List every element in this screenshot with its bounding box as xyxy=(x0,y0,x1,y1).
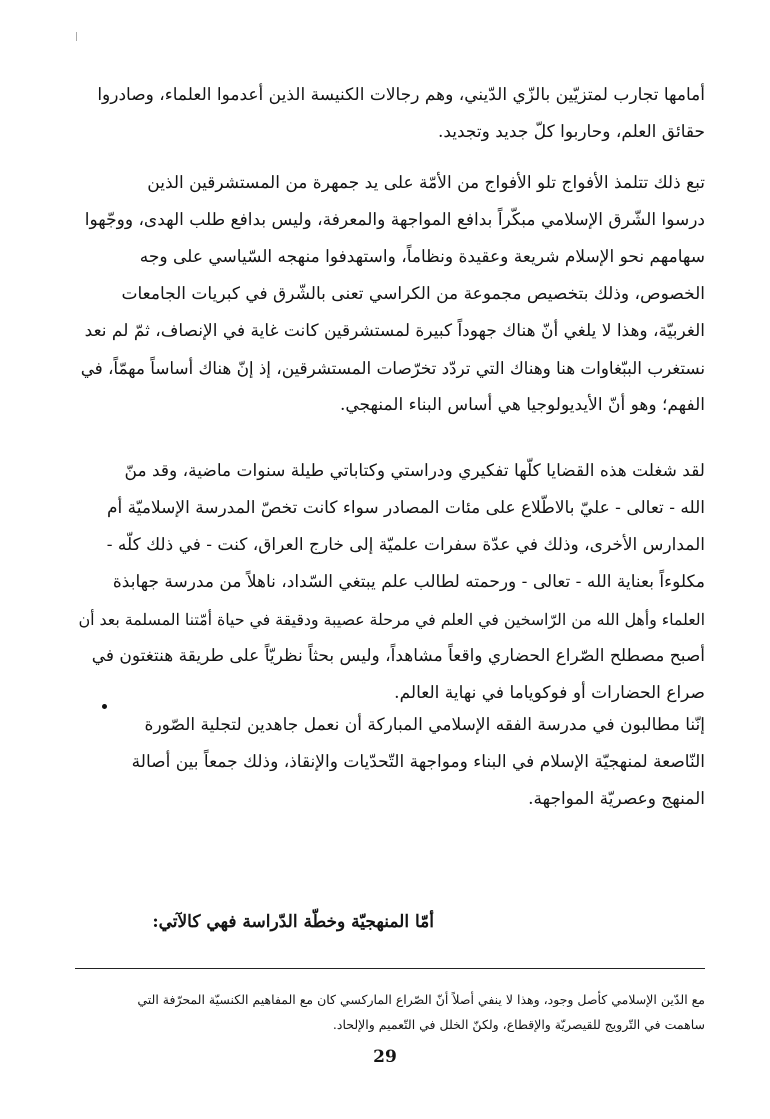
footnote xyxy=(75,987,705,1037)
text-line: الفهم؛ وهو أنّ الأيديولوجيا هي أساس البناء المنهجي. xyxy=(339,395,705,415)
paragraph-1 xyxy=(75,77,705,151)
paragraph-3 xyxy=(75,453,705,712)
text-line: الغربيّة، وهذا لا يلغي أنّ هناك جهوداً كبيرة لمستشرقين كانت غاية في الإنصاف، ثمّ لم نعد xyxy=(84,321,705,341)
text-line: إنّنا مطالبون في مدرسة الفقه الإسلامي المباركة أن نعمل جاهدين لتجلية الصّورة xyxy=(144,715,705,735)
footnote-line: مع الدّين الإسلامي كأصل وجود، وهذا لا ينفي أصلاً أنّ الصّراع الماركسي كان مع المفاهيم الكنسيّة المحرّفة التي xyxy=(137,992,705,1007)
text-line: تبع ذلك تتلمذ الأفواج تلو الأفواج من الأمّة على يد جمهرة من المستشرقين الذين xyxy=(147,173,705,193)
paragraph-4 xyxy=(75,707,705,818)
text-line: لقد شغلت هذه القضايا كلّها تفكيري ودراستي وكتاباتي طيلة سنوات ماضية، وقد منّ xyxy=(124,461,705,481)
text-line: صراع الحضارات أو فوكوياما في نهاية العالم. xyxy=(394,683,705,703)
text-line: المنهج وعصريّة المواجهة. xyxy=(528,789,705,809)
text-line: الله - تعالى - عليّ بالاطّلاع على مئات المصادر سواء كانت تخصّ المدرسة الإسلاميّة أم xyxy=(106,498,705,518)
text-line: سهامهم نحو الإسلام شريعة وعقيدة ونظاماً، واستهدفوا منهجه السّياسي على وجه xyxy=(139,247,705,267)
footnote-line: ساهمت في التّرويج للقيصريّة والإقطاع، ولكنّ الخلل في التّعميم والإلحاد. xyxy=(332,1017,705,1032)
text-line: النّاصعة لمنهجيّة الإسلام في البناء ومواجهة التّحدّيات والإنقاذ، وذلك جمعاً بين أصالة xyxy=(131,752,705,772)
paragraph-2 xyxy=(75,165,705,424)
text-line: أمامها تجارب لمتزيّين بالزّي الدّيني، وهم رجالات الكنيسة الذين أعدموا العلماء، وصادروا xyxy=(97,85,705,105)
text-line: حقائق العلم، وحاربوا كلّ جديد وتجديد. xyxy=(437,122,705,142)
text-line: المدارس الأخرى، وذلك في عدّة سفرات علميّة إلى خارج العراق، كنت - في ذلك كلّه - xyxy=(106,535,705,555)
text-line: نستغرب الببّغاوات هنا وهناك التي تردّد تخرّصات المستشرقين، إذ إنّ هناك أساساً مهمّاً، في xyxy=(80,358,705,378)
text-line: أصبح مصطلح الصّراع الحضاري واقعاً مشاهداً، وليس بحثاً نظريّاً على طريقة هنتغتون في xyxy=(91,646,705,666)
page-number: 29 xyxy=(373,1047,397,1067)
text-line: درسوا الشّرق الإسلامي مبكّراً بدافع المواجهة والمعرفة، وليس بدافع طلب الهدى، ووجّهوا xyxy=(84,210,705,230)
text-line: العلماء وأهل الله من الرّاسخين في العلم في مرحلة عصيبة ودقيقة في حياة أمّتنا المسلمة بعد أن xyxy=(78,610,705,629)
margin-mark xyxy=(76,32,77,41)
section-heading: أمّا المنهجيّة وخطّة الدّراسة فهي كالآتي: xyxy=(152,912,434,932)
text-line: الخصوص، وذلك بتخصيص مجموعة من الكراسي تعنى بالشّرق في كبريات الجامعات xyxy=(121,284,705,304)
footnote-divider xyxy=(75,968,705,969)
text-line: مكلوءاً بعناية الله - تعالى - ورحمته لطالب علم يبتغي السّداد، ناهلاً من مدرسة جهابذة xyxy=(112,572,705,592)
